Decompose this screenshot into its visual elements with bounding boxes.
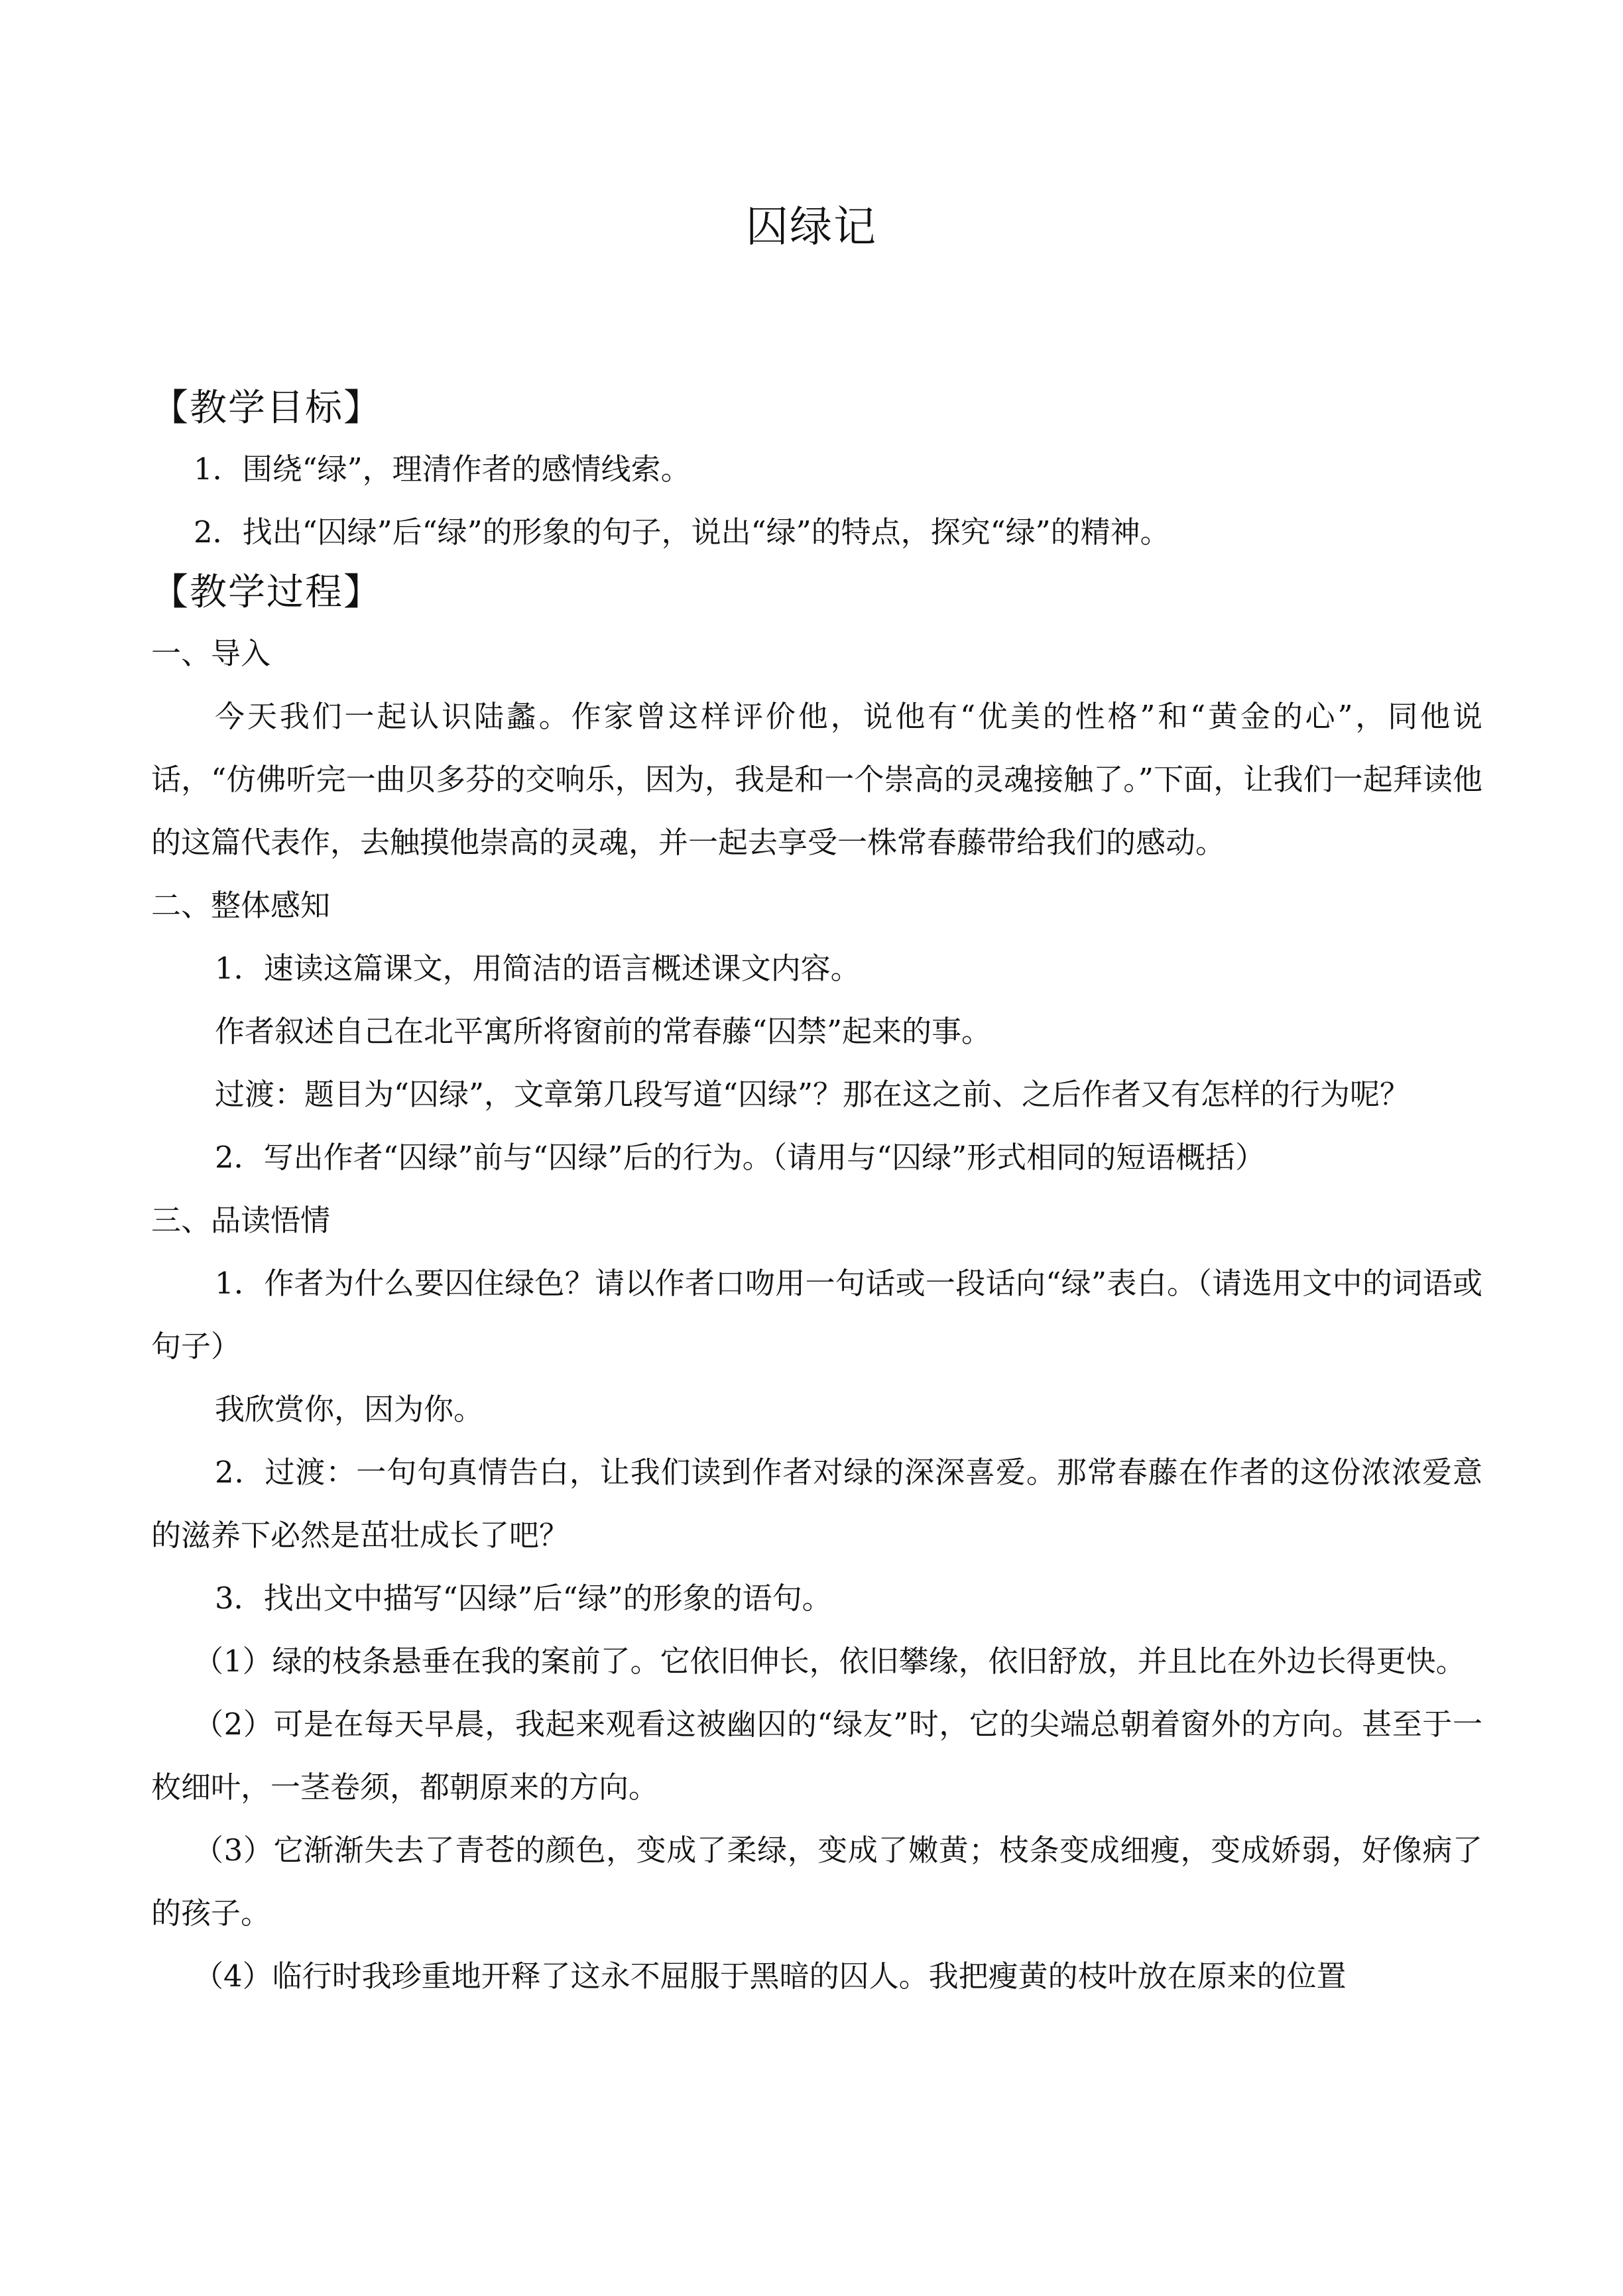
quote-4: （4）临行时我珍重地开释了这永不屈服于黑暗的囚人。我把瘦黄的枝叶放在原来的位置 bbox=[194, 1959, 1347, 1994]
part3-heading: 三、品读悟情 bbox=[151, 1203, 331, 1238]
part2-transition: 过渡：题目为“囚绿”，文章第几段写道“囚绿”？那在这之前、之后作者又有怎样的行为呢？ bbox=[215, 1077, 1410, 1112]
part3-question-1: 1．作者为什么要囚住绿色？请以作者口吻用一句话或一段话向“绿”表白。（请选用文中的词语或句子） bbox=[151, 1266, 1482, 1364]
part3-answer-1: 我欣赏你，因为你。 bbox=[215, 1392, 484, 1427]
intro-paragraph: 今天我们一起认识陆蠡。作家曾这样评价他，说他有“优美的性格”和“黄金的心”，同他说话，“仿佛听完一曲贝多芬的交响乐，因为，我是和一个崇高的灵魂接触了。”下面，让我们一起拜读他的这篇代表作，去触摸他崇高的灵魂，并一起去享受一株常春藤带给我们的感动。 bbox=[151, 699, 1482, 860]
document-body bbox=[151, 379, 1482, 2008]
part3-question-2: 2．过渡：一句句真情告白，让我们读到作者对绿的深深喜爱。那常春藤在作者的这份浓浓爱意的滋养下必然是茁壮成长了吧？ bbox=[151, 1455, 1482, 1553]
part1-heading: 一、导入 bbox=[151, 636, 271, 671]
part2-answer-1: 作者叙述自己在北平寓所将窗前的常春藤“囚禁”起来的事。 bbox=[215, 1014, 992, 1049]
part2-question-2: 2．写出作者“囚绿”前与“囚绿”后的行为。（请用与“囚绿”形式相同的短语概括） bbox=[215, 1140, 1266, 1175]
quote-3: （3）它渐渐失去了青苍的颜色，变成了柔绿，变成了嫩黄；枝条变成细瘦，变成娇弱，好像病了的孩子。 bbox=[151, 1833, 1482, 1931]
part3-question-3: 3．找出文中描写“囚绿”后“绿”的形象的语句。 bbox=[215, 1581, 832, 1616]
page-title: 囚绿记 bbox=[746, 203, 877, 252]
quote-2: （2）可是在每天早晨，我起来观看这被幽囚的“绿友”时，它的尖端总朝着窗外的方向。甚至于一枚细叶，一茎卷须，都朝原来的方向。 bbox=[151, 1707, 1482, 1805]
objective-item-1: 1．围绕“绿”，理清作者的感情线索。 bbox=[194, 452, 691, 487]
objectives-heading: 【教学目标】 bbox=[151, 387, 382, 430]
objective-item-2: 2．找出“囚绿”后“绿”的形象的句子，说出“绿”的特点，探究“绿”的精神。 bbox=[194, 514, 1170, 550]
part2-question-1: 1．速读这篇课文，用简洁的语言概述课文内容。 bbox=[215, 951, 861, 986]
quote-1: （1）绿的枝条悬垂在我的案前了。它依旧伸长，依旧攀缘，依旧舒放，并且比在外边长得更快。 bbox=[194, 1644, 1466, 1679]
part2-heading: 二、整体感知 bbox=[151, 888, 331, 923]
process-heading: 【教学过程】 bbox=[151, 571, 382, 614]
